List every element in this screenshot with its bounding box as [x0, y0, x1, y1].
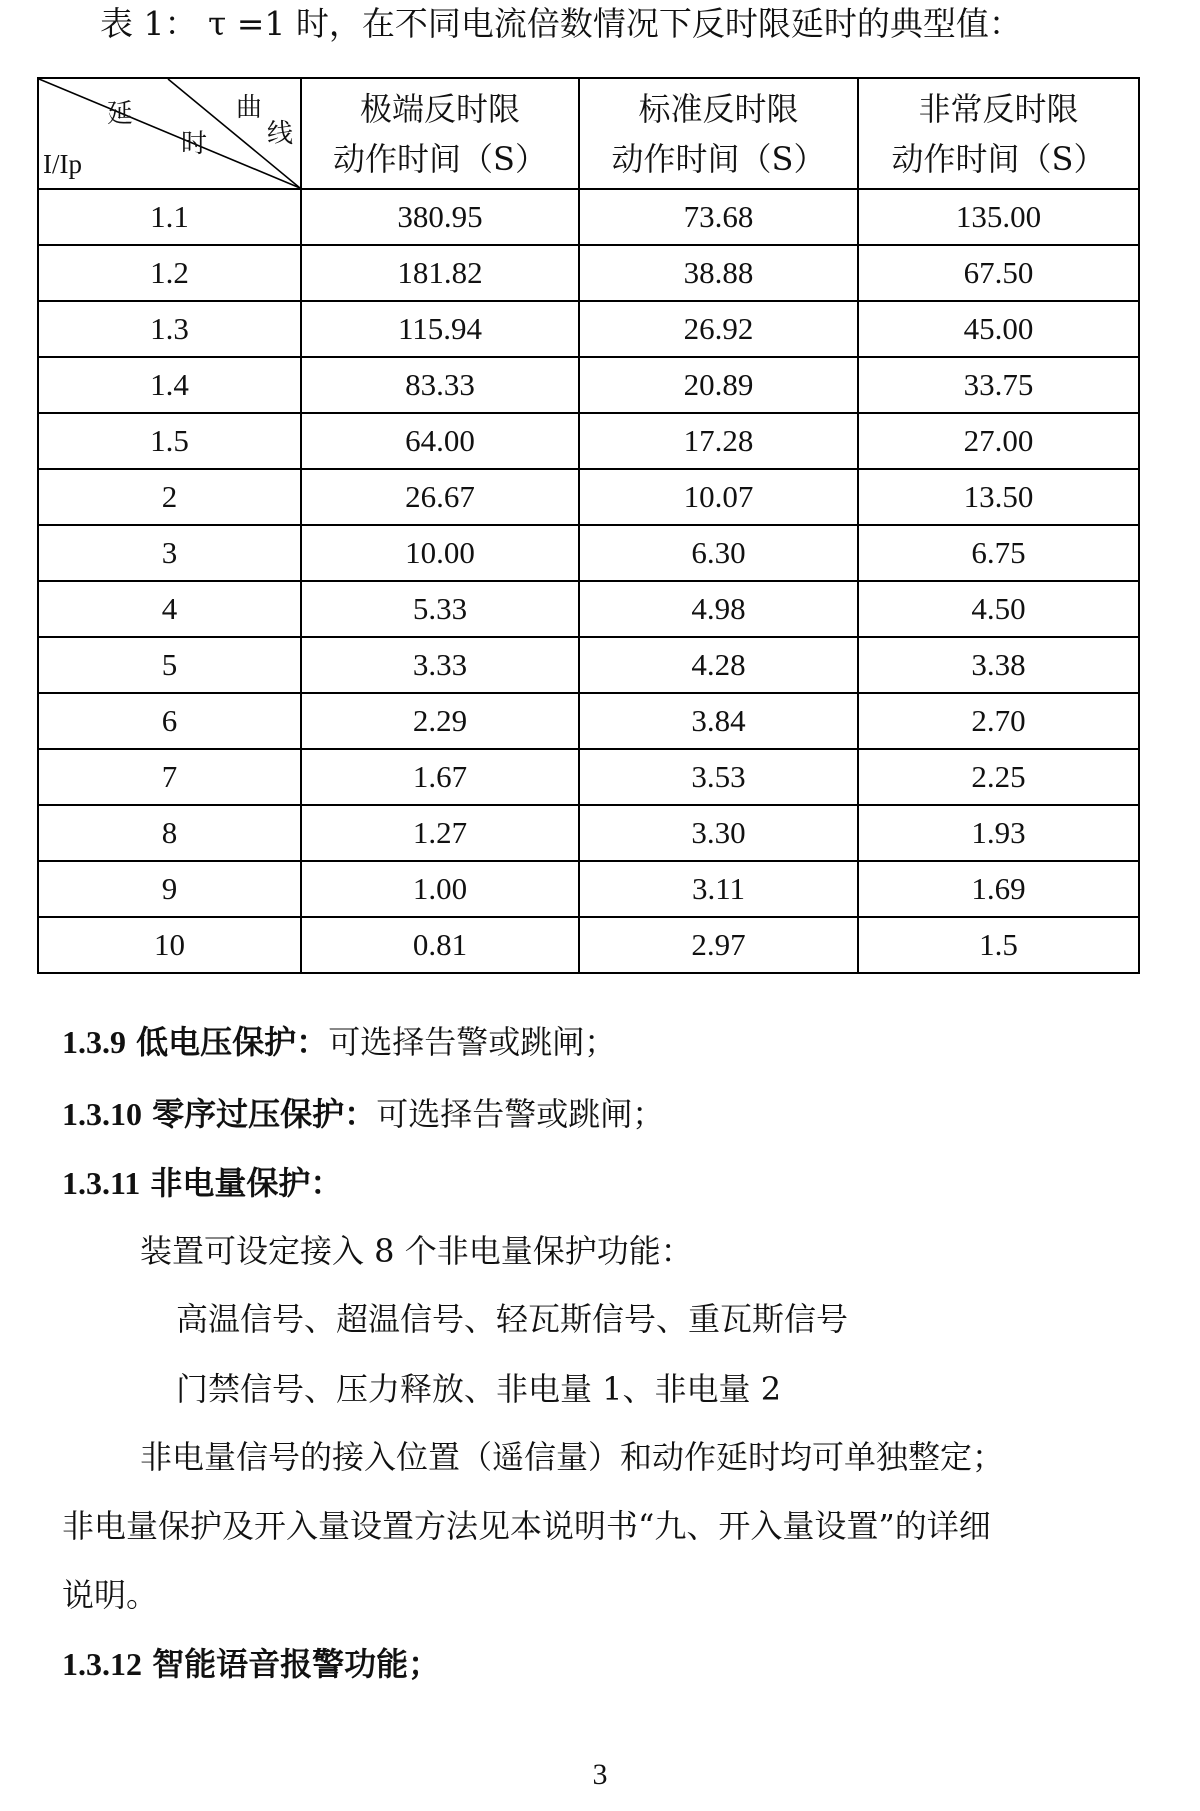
- cell-current-ratio: 4: [38, 581, 301, 637]
- section-number: 1.3.11: [62, 1165, 141, 1201]
- header-line2: 动作时间（S）: [891, 139, 1106, 178]
- section-title: 非电量保护：: [150, 1164, 343, 1202]
- section-1-3-10: [62, 1092, 664, 1136]
- table-header-row: [38, 78, 1139, 189]
- section-number: 1.3.10: [62, 1096, 142, 1132]
- table-body: [38, 189, 1139, 973]
- cell-operate-time: 3.11: [579, 861, 858, 917]
- page-number: 3: [592, 1758, 608, 1791]
- cell-operate-time: 5.33: [301, 581, 579, 637]
- corner-label-time: 时: [181, 129, 208, 159]
- header-very-inverse: [858, 78, 1139, 189]
- cell-operate-time: 1.93: [858, 805, 1139, 861]
- cell-operate-time: 64.00: [301, 413, 579, 469]
- header-line1: 极端反时限: [359, 89, 520, 128]
- section-1-3-9: [62, 1020, 616, 1064]
- cell-operate-time: 10.07: [579, 469, 858, 525]
- cell-operate-time: 33.75: [858, 357, 1139, 413]
- header-extreme-inverse: [301, 78, 579, 189]
- cell-operate-time: 27.00: [858, 413, 1139, 469]
- cell-operate-time: 73.68: [579, 189, 858, 245]
- header-standard-inverse: [579, 78, 858, 189]
- cell-current-ratio: 6: [38, 693, 301, 749]
- cell-operate-time: 1.5: [858, 917, 1139, 973]
- cell-operate-time: 4.28: [579, 637, 858, 693]
- section-number: 1.3.12: [62, 1646, 142, 1682]
- corner-label-delay: 延: [107, 99, 134, 129]
- paragraph-signal-settings: 非电量信号的接入位置（遥信量）和动作延时均可单独整定；: [140, 1438, 1005, 1476]
- table-row: [38, 917, 1139, 973]
- cell-operate-time: 181.82: [301, 245, 579, 301]
- cell-current-ratio: 9: [38, 861, 301, 917]
- cell-operate-time: 6.30: [579, 525, 858, 581]
- cell-operate-time: 115.94: [301, 301, 579, 357]
- cell-current-ratio: 1.5: [38, 413, 301, 469]
- table-row: [38, 357, 1139, 413]
- cell-operate-time: 4.50: [858, 581, 1139, 637]
- header-line1: 标准反时限: [638, 89, 799, 128]
- cell-operate-time: 10.00: [301, 525, 579, 581]
- cell-current-ratio: 1.1: [38, 189, 301, 245]
- table-row: [38, 637, 1139, 693]
- cell-operate-time: 2.29: [301, 693, 579, 749]
- cell-operate-time: 6.75: [858, 525, 1139, 581]
- table-row: [38, 861, 1139, 917]
- cell-operate-time: 83.33: [301, 357, 579, 413]
- corner-label-current-ratio: I/Ip: [43, 149, 82, 179]
- list-line-signals-1: 高温信号、超温信号、轻瓦斯信号、重瓦斯信号: [176, 1300, 849, 1338]
- cell-operate-time: 2.97: [579, 917, 858, 973]
- list-line-signals-2: 门禁信号、压力释放、非电量 1、非电量 2: [176, 1370, 782, 1408]
- cell-current-ratio: 1.4: [38, 357, 301, 413]
- table-row: [38, 413, 1139, 469]
- cell-operate-time: 26.92: [579, 301, 858, 357]
- inverse-time-delay-table: [37, 77, 1140, 974]
- cell-operate-time: 20.89: [579, 357, 858, 413]
- cell-operate-time: 45.00: [858, 301, 1139, 357]
- cell-operate-time: 1.69: [858, 861, 1139, 917]
- section-text: 可选择告警或跳闸；: [376, 1095, 665, 1133]
- cell-operate-time: 135.00: [858, 189, 1139, 245]
- section-title: 智能语音报警功能；: [152, 1645, 441, 1683]
- cell-current-ratio: 1.3: [38, 301, 301, 357]
- corner-label-curve: 曲: [236, 93, 263, 123]
- table-row: [38, 301, 1139, 357]
- table-caption: 表 1： τ =1 时，在不同电流倍数情况下反时限延时的典型值：: [100, 4, 1022, 43]
- header-line2: 动作时间（S）: [333, 139, 547, 178]
- table-row: [38, 749, 1139, 805]
- cell-operate-time: 4.98: [579, 581, 858, 637]
- cell-current-ratio: 1.2: [38, 245, 301, 301]
- cell-operate-time: 13.50: [858, 469, 1139, 525]
- cell-current-ratio: 2: [38, 469, 301, 525]
- header-line1: 非常反时限: [918, 89, 1079, 128]
- cell-operate-time: 0.81: [301, 917, 579, 973]
- section-text: 可选择告警或跳闸；: [328, 1023, 617, 1061]
- cell-operate-time: 38.88: [579, 245, 858, 301]
- table-row: [38, 805, 1139, 861]
- cell-operate-time: 3.30: [579, 805, 858, 861]
- cell-operate-time: 1.67: [301, 749, 579, 805]
- cell-operate-time: 3.33: [301, 637, 579, 693]
- cell-operate-time: 2.25: [858, 749, 1139, 805]
- cell-operate-time: 380.95: [301, 189, 579, 245]
- table-row: [38, 245, 1139, 301]
- cell-current-ratio: 10: [38, 917, 301, 973]
- section-1-3-12: [62, 1642, 440, 1686]
- table-row: [38, 693, 1139, 749]
- cell-current-ratio: 8: [38, 805, 301, 861]
- cell-operate-time: 67.50: [858, 245, 1139, 301]
- section-1-3-11: [62, 1161, 342, 1205]
- cell-operate-time: 3.84: [579, 693, 858, 749]
- paragraph-settings-reference: 非电量保护及开入量设置方法见本说明书“九、开入量设置”的详细: [62, 1507, 991, 1545]
- cell-operate-time: 26.67: [301, 469, 579, 525]
- cell-operate-time: 1.00: [301, 861, 579, 917]
- cell-current-ratio: 5: [38, 637, 301, 693]
- section-title: 零序过压保护：: [152, 1095, 377, 1133]
- paragraph-nonelectric-count: 装置可设定接入 8 个非电量保护功能：: [140, 1232, 693, 1270]
- header-line2: 动作时间（S）: [611, 139, 826, 178]
- table-row: [38, 581, 1139, 637]
- paragraph-settings-reference-cont: 说明。: [62, 1576, 159, 1614]
- cell-operate-time: 3.53: [579, 749, 858, 805]
- cell-operate-time: 1.27: [301, 805, 579, 861]
- cell-operate-time: 17.28: [579, 413, 858, 469]
- cell-current-ratio: 3: [38, 525, 301, 581]
- corner-label-line: 线: [267, 119, 294, 149]
- diagonal-corner-header: [38, 78, 301, 189]
- cell-current-ratio: 7: [38, 749, 301, 805]
- table-row: [38, 469, 1139, 525]
- table-row: [38, 525, 1139, 581]
- section-number: 1.3.9: [62, 1024, 126, 1060]
- table-row: [38, 189, 1139, 245]
- section-title: 低电压保护：: [136, 1023, 329, 1061]
- cell-operate-time: 2.70: [858, 693, 1139, 749]
- cell-operate-time: 3.38: [858, 637, 1139, 693]
